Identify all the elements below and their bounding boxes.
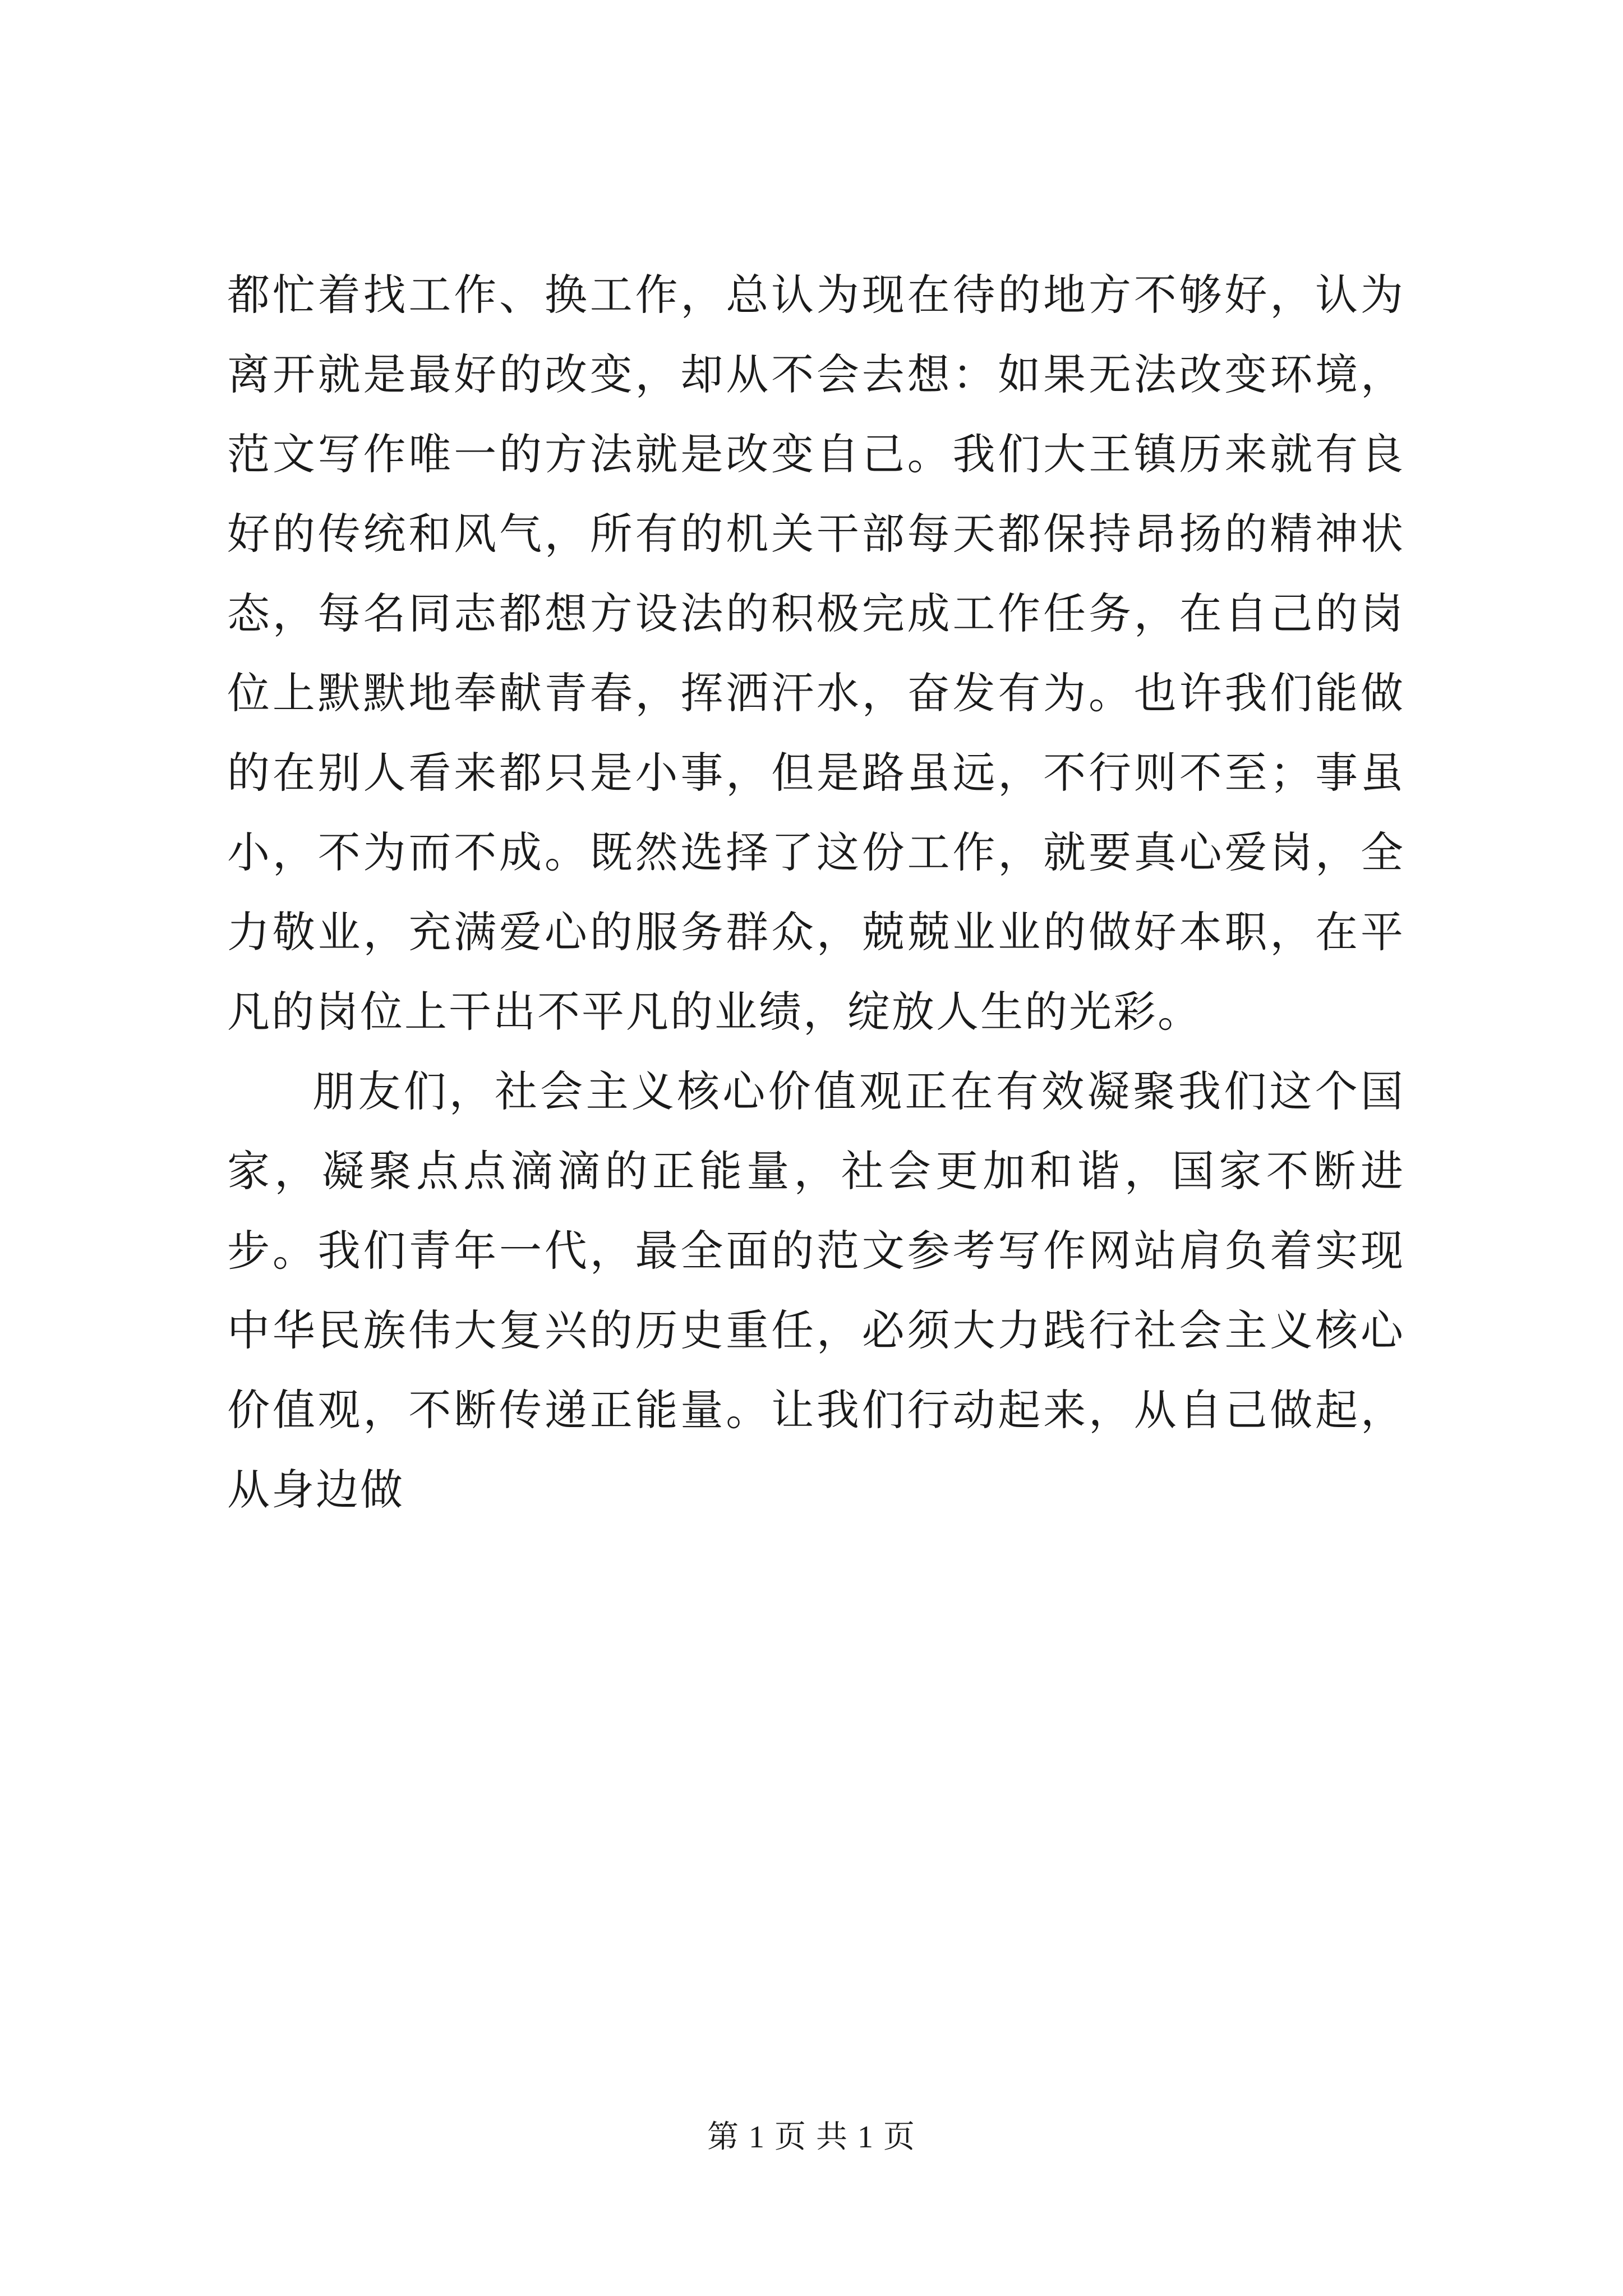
paragraph-friends: 朋友们，社会主义核心价值观正在有效凝聚我们这个国家，凝聚点点滴滴的正能量，社会更加和谐，国家不断进步。我们青年一代，最全面的范文参考写作网站肩负着实现中华民族伟大复兴的历史重任，必须大力践行社会主义核心价值观，不断传递正能量。让我们行动起来，从自己做起，从身边做 <box>227 1066 1405 1515</box>
paragraph-continuation: 都忙着找工作、换工作，总认为现在待的地方不够好，认为离开就是最好的改变，却从不会去想：如果无法改变环境，范文写作唯一的方法就是改变自己。我们大王镇历来就有良好的传统和风气，所有的机关干部每天都保持昂扬的精神状态，每名同志都想方设法的积极完成工作任务，在自己的岗位上默默地奉献青春，挥洒汗水，奋发有为。也许我们能做的在别人看来都只是小事，但是路虽远，不行则不至；事虽小，不为而不成。既然选择了这份工作，就要真心爱岗，全力敬业，充满爱心的服务群众，兢兢业业的做好本职，在平凡的岗位上干出不平凡的业绩，绽放人生的光彩。 <box>227 270 1405 1037</box>
page-number-footer: 第 1 页 共 1 页 <box>707 2120 916 2155</box>
document-body <box>227 255 1405 1530</box>
